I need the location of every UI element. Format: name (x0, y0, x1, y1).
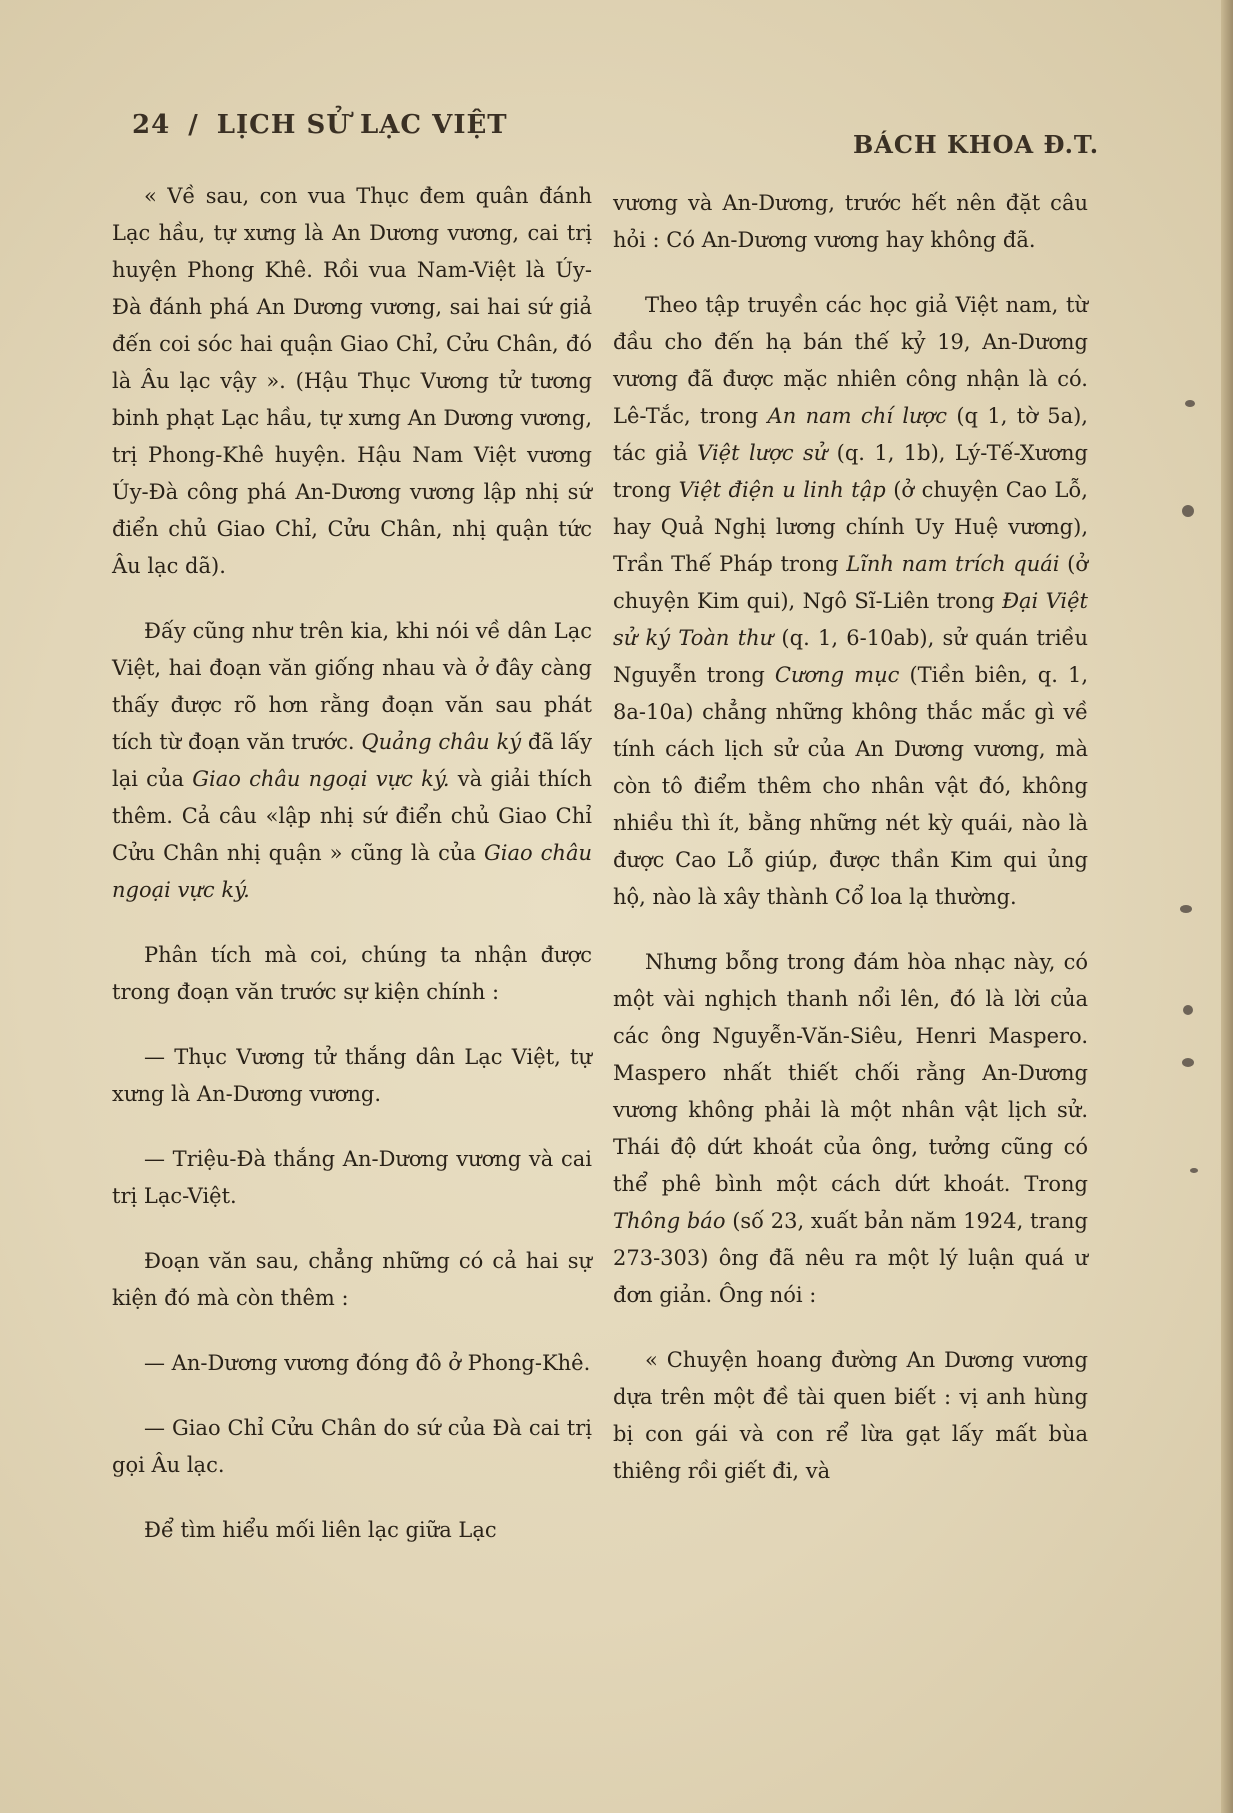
running-header-left (132, 110, 508, 140)
ink-speck (1190, 1168, 1198, 1173)
book-title-italic: Việt lược sử (697, 441, 828, 465)
quote-paragraph: « Chuyện hoang đường An Dương vương dựa trên một đề tài quen biết : vị anh hùng bị con gái và con rể lừa gạt lấy mất bùa thiêng rồi giết đi, và (613, 1348, 1088, 1483)
book-title-italic: Lĩnh nam trích quái (846, 552, 1060, 576)
left-column (112, 178, 592, 1577)
book-title-italic: Đại Việt sử ký Toàn thư (613, 589, 1088, 650)
page-edge (1221, 0, 1233, 1813)
book-title-italic: An nam chí lược (767, 404, 947, 428)
paragraph: vương và An-Dương, trước hết nên đặt câu hỏi : Có An-Dương vương hay không đã. (613, 191, 1088, 252)
book-title-italic: Giao châu ngoại vực ký. (112, 841, 592, 902)
ink-speck (1182, 1058, 1194, 1067)
right-column (613, 185, 1088, 1518)
book-title-italic: Thông báo (613, 1209, 726, 1233)
list-item: — An-Dương vương đóng đô ở Phong-Khê. (144, 1351, 591, 1375)
ink-speck (1180, 905, 1192, 913)
ink-speck (1185, 400, 1195, 407)
running-header-right: BÁCH KHOA Đ.T. (853, 130, 1100, 159)
paragraph: Theo tập truyền các học giả Việt nam, từ đầu cho đến hạ bán thế kỷ 19, An-Dương vương đã được mặc nhiên công nhận là có. Lê-Tắc, trong An nam chí lược (q 1, tờ 5a), tác giả Việt lược sử (q. 1, 1b), Lý-Tế-Xương trong Việt điện u linh tập (ở chuyện Cao Lỗ, hay Quả Nghị lương chính Uy Huệ vương), Trần Thế Pháp trong Lĩnh nam trích quái (ở chuyện Kim qui), Ngô Sĩ-Liên trong Đại Việt sử ký Toàn thư (q. 1, 6-10ab), sử quán triều Nguyễn trong Cương mục (Tiền biên, q. 1, 8a-10a) chẳng những không thắc mắc gì về tính cách lịch sử của An Dương vương, mà còn tô điểm thêm cho nhân vật đó, không nhiều thì ít, bằng những nét kỳ quái, nào là được Cao Lỗ giúp, được thần Kim qui ủng hộ, nào là xây thành Cổ loa lạ thường. (613, 293, 1089, 909)
paragraph: Nhưng bỗng trong đám hòa nhạc này, có một vài nghịch thanh nổi lên, đó là lời của các ông Nguyễn-Văn-Siêu, Henri Maspero. Maspero nhất thiết chối rằng An-Dương vương không phải là một nhân vật lịch sử. Thái độ dứt khoát của ông, tưởng cũng có thể phê bình một cách dứt khoát. Trong Thông báo (số 23, xuất bản năm 1924, trang 273-303) ông đã nêu ra một lý luận quá ư đơn giản. Ông nói : (613, 950, 1088, 1307)
ink-speck (1183, 1005, 1193, 1015)
paragraph: Đoạn văn sau, chẳng những có cả hai sự kiện đó mà còn thêm : (112, 1249, 592, 1310)
list-item: — Giao Chỉ Cửu Chân do sứ của Đà cai trị gọi Âu lạc. (112, 1416, 592, 1477)
paragraph: Đấy cũng như trên kia, khi nói về dân Lạc Việt, hai đoạn văn giống nhau và ở đây càng thấy được rõ hơn rằng đoạn văn sau phát tích từ đoạn văn trước. Quảng châu ký đã lấy lại của Giao châu ngoại vực ký. và giải thích thêm. Cả câu «lập nhị sứ điển chủ Giao Chỉ Cửu Chân nhị quận » cũng là của Giao châu ngoại vực ký. (112, 619, 593, 902)
book-title-italic: Quảng châu ký (361, 730, 522, 754)
book-title-italic: Việt điện u linh tập (678, 478, 886, 502)
paragraph: Phân tích mà coi, chúng ta nhận được trong đoạn văn trước sự kiện chính : (112, 943, 592, 1004)
list-item: — Thục Vương tử thắng dân Lạc Việt, tự xưng là An-Dương vương. (112, 1045, 592, 1106)
quote-paragraph: « Về sau, con vua Thục đem quân đánh Lạc hầu, tự xưng là An Dương vương, cai trị huyện Phong Khê. Rồi vua Nam-Việt là Úy-Đà đánh phá An Dương vương, sai hai sứ giả đến coi sóc hai quận Giao Chỉ, Cửu Chân, đó là Âu lạc vậy ». (Hậu Thục Vương tử tương binh phạt Lạc hầu, tự xưng An Dương vương, trị Phong-Khê huyện. Hậu Nam Việt vương Úy-Đà công phá An-Dương vương lập nhị sứ điển chủ Giao Chỉ, Cửu Chân, nhị quận tức Âu lạc dã). (112, 184, 592, 578)
book-title-italic: Giao châu ngoại vực ký. (192, 767, 450, 791)
ink-speck (1182, 505, 1194, 517)
paragraph: Để tìm hiểu mối liên lạc giữa Lạc (144, 1518, 497, 1542)
page-number: 24 (132, 110, 171, 140)
book-title-italic: Cương mục (774, 663, 900, 687)
header-separator: / (188, 110, 199, 140)
list-item: — Triệu-Đà thắng An-Dương vương và cai trị Lạc-Việt. (112, 1147, 592, 1208)
book-title: LỊCH SỬ LẠC VIỆT (216, 110, 508, 140)
